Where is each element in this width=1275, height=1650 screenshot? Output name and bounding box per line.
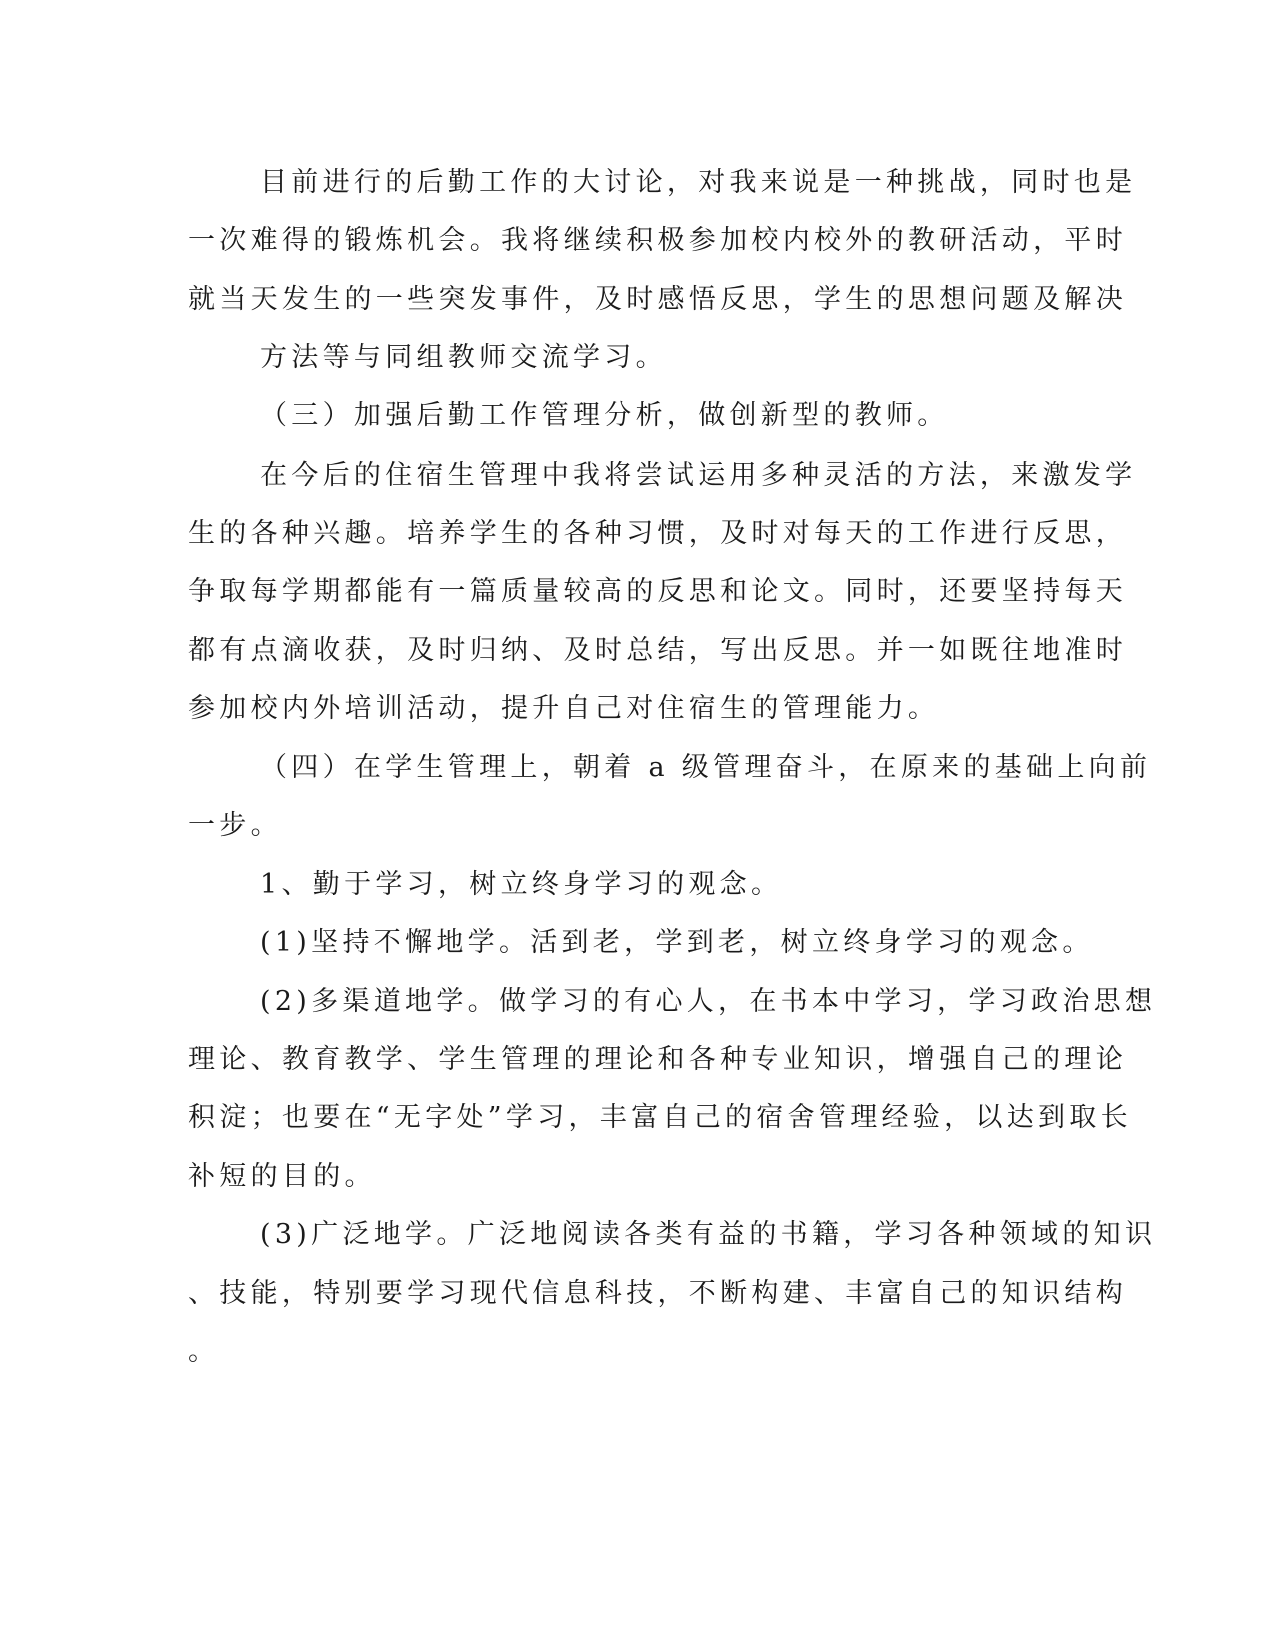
paragraph-line: 都有点滴收获，及时归纳、及时总结，写出反思。并一如既往地准时 [188, 635, 1127, 666]
paragraph-line: 方法等与同组教师交流学习。 [260, 342, 667, 373]
list-item-line: 。 [188, 1336, 220, 1367]
section-heading: （三）加强后勤工作管理分析，做创新型的教师。 [260, 400, 949, 431]
paragraph-line: 一步。 [188, 810, 282, 841]
paragraph-line: 生的各种兴趣。培养学生的各种习惯，及时对每天的工作进行反思， [188, 518, 1127, 549]
section-heading: （四）在学生管理上，朝着 a 级管理奋斗，在原来的基础上向前 [260, 752, 1152, 783]
paragraph-line: 在今后的住宿生管理中我将尝试运用多种灵活的方法，来激发学 [260, 460, 1137, 491]
paragraph-line: 就当天发生的一些突发事件，及时感悟反思，学生的思想问题及解决 [188, 284, 1127, 315]
paragraph-line: 一次难得的锻炼机会。我将继续积极参加校内校外的教研活动，平时 [188, 225, 1127, 256]
list-item-line: (1)坚持不懈地学。活到老，学到老，树立终身学习的观念。 [260, 927, 1094, 958]
paragraph-line: 争取每学期都能有一篇质量较高的反思和论文。同时，还要坚持每天 [188, 576, 1127, 607]
list-item-line: 、技能，特别要学习现代信息科技，不断构建、丰富自己的知识结构 [188, 1278, 1127, 1309]
list-item-line: 积淀；也要在“无字处”学习，丰富自己的宿舍管理经验，以达到取长 [188, 1102, 1132, 1133]
paragraph-line: 参加校内外培训活动，提升自己对住宿生的管理能力。 [188, 693, 940, 724]
list-item-line: (3)广泛地学。广泛地阅读各类有益的书籍，学习各种领域的知识 [260, 1219, 1157, 1250]
list-item-line: 补短的目的。 [188, 1161, 376, 1192]
list-item-line: 理论、教育教学、学生管理的理论和各种专业知识，增强自己的理论 [188, 1044, 1127, 1075]
list-item-line: (2)多渠道地学。做学习的有心人，在书本中学习，学习政治思想 [260, 986, 1157, 1017]
paragraph-line: 目前进行的后勤工作的大讨论，对我来说是一种挑战，同时也是 [260, 167, 1137, 198]
list-heading: 1、勤于学习，树立终身学习的观念。 [260, 869, 783, 900]
